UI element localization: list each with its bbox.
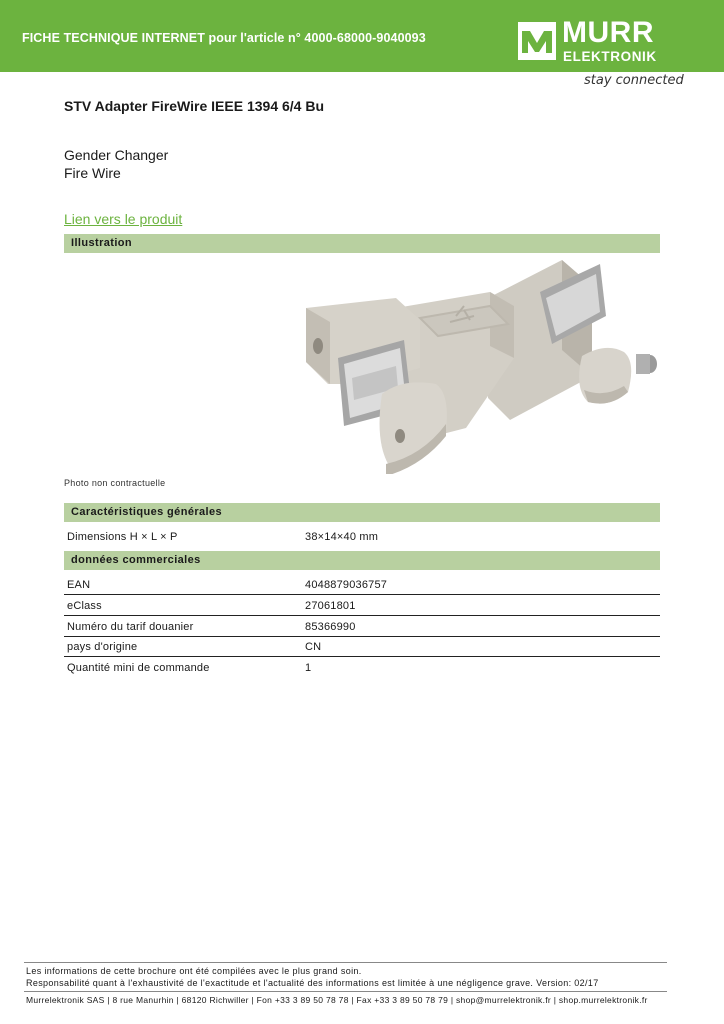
photo-disclaimer: Photo non contractuelle	[64, 478, 166, 488]
section-label: Illustration	[71, 237, 133, 249]
product-title: STV Adapter FireWire IEEE 1394 6/4 Bu	[64, 98, 325, 114]
row-value: CN	[305, 641, 322, 653]
row-value: 27061801	[305, 600, 356, 612]
row-key: Numéro du tarif douanier	[67, 621, 194, 633]
footer-divider	[24, 962, 667, 963]
table-row	[64, 575, 660, 595]
logo-word-murr: MURR	[562, 16, 654, 49]
section-header-illustration	[64, 234, 660, 253]
section-label: données commerciales	[71, 554, 201, 566]
row-key: eClass	[67, 600, 102, 612]
datasheet-title: FICHE TECHNIQUE INTERNET pour l'article n° 4000-68000-9040093	[22, 31, 426, 45]
section-header-commercial	[64, 551, 660, 570]
footer-contact: Murrelektronik SAS | 8 rue Manurhin | 68120 Richwiller | Fon +33 3 89 50 78 78 | Fax +33 3 89 50 78 79 | shop@murrelektronik.fr | shop.murrelektronik.fr	[26, 995, 648, 1005]
description-line: Fire Wire	[64, 165, 121, 181]
description-line: Gender Changer	[64, 147, 169, 163]
row-key: Dimensions H × L × P	[67, 531, 178, 543]
logo-word-elektronik: ELEKTRONIK	[563, 49, 657, 64]
footer-divider	[24, 991, 667, 992]
logo-mark-icon	[518, 22, 556, 60]
table-row	[64, 658, 660, 678]
table-row	[64, 617, 660, 637]
section-header-general	[64, 503, 660, 522]
table-row	[64, 596, 660, 616]
row-key: pays d'origine	[67, 641, 138, 653]
product-link[interactable]: Lien vers le produit	[64, 211, 183, 227]
footer-disclaimer: Responsabilité quant à l'exhaustivité de l'exactitude et l'actualité des informations est limitée à une négligence grave. Version: 02/17	[26, 978, 599, 988]
section-label: Caractéristiques générales	[71, 506, 223, 518]
row-value: 4048879036757	[305, 579, 388, 591]
row-value: 85366990	[305, 621, 356, 633]
row-key: Quantité mini de commande	[67, 662, 210, 674]
product-photo	[300, 258, 660, 474]
row-value: 38×14×40 mm	[305, 531, 379, 543]
row-key: EAN	[67, 579, 91, 591]
table-row	[64, 527, 660, 547]
footer-disclaimer: Les informations de cette brochure ont été compilées avec le plus grand soin.	[26, 966, 362, 976]
row-value: 1	[305, 662, 312, 674]
table-row	[64, 637, 660, 657]
tagline: stay connected	[584, 73, 684, 88]
